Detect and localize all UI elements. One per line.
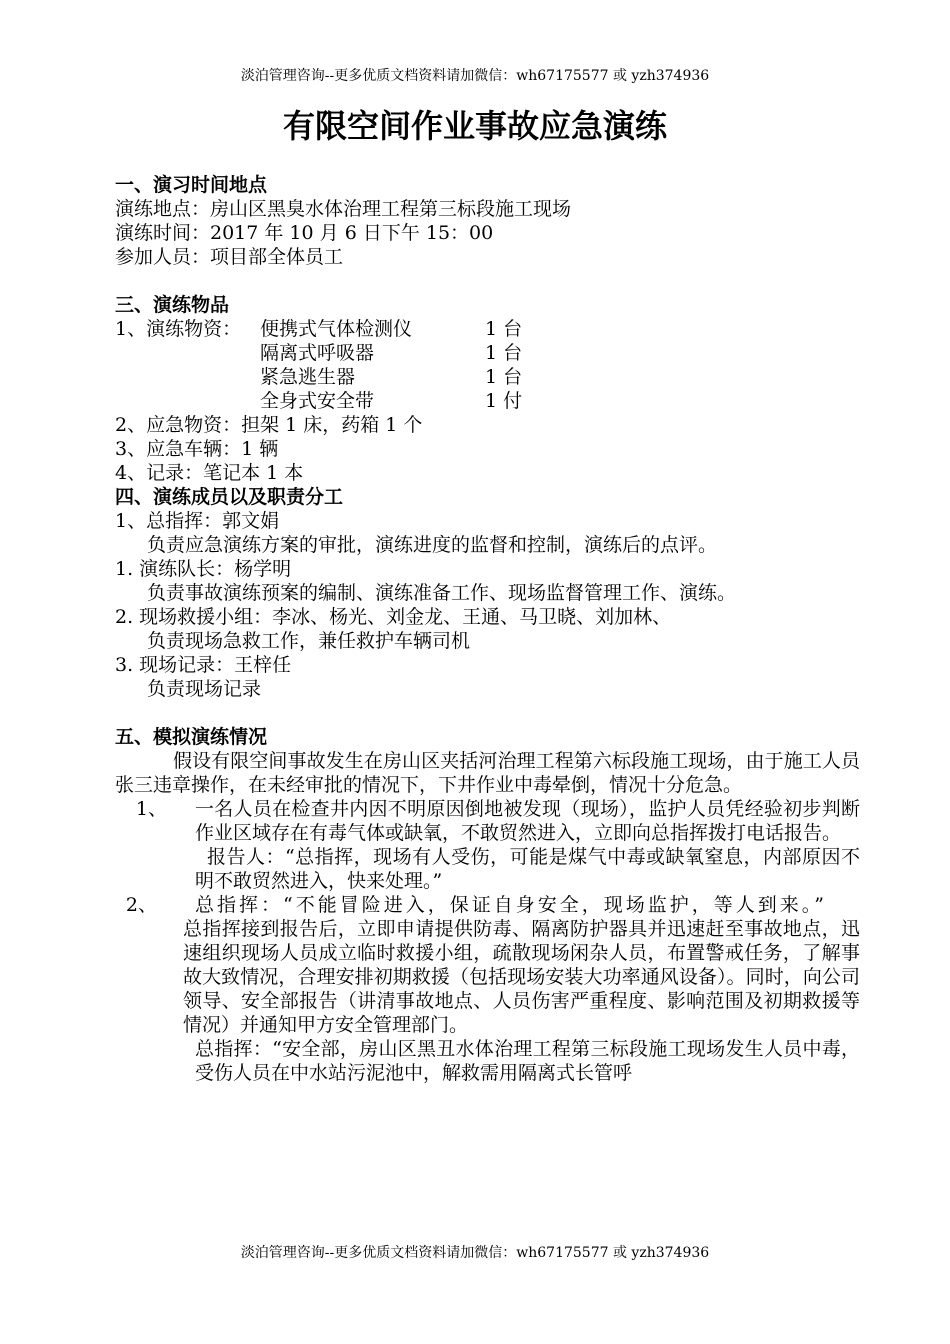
material-row — [115, 365, 860, 389]
material-row — [115, 317, 860, 341]
member-duty: 负责现场急救工作，兼任救护车辆司机 — [147, 630, 471, 652]
page-header: 淡泊管理咨询--更多优质文档资料请加微信：wh67175577 或 yzh374936 — [240, 68, 710, 84]
step-1 — [115, 797, 860, 845]
member-title: 3. 现场记录：王梓任 — [115, 654, 292, 676]
drill-location: 演练地点：房山区黑臭水体治理工程第三标段施工现场 — [115, 198, 572, 220]
member-title: 2. 现场救援小组：李冰、杨光、刘金龙、王通、马卫晓、刘加林、 — [115, 606, 672, 628]
scenario-intro: 假设有限空间事故发生在房山区夹括河治理工程第六标段施工现场，由于施工人员张三违章操作，在未经审批的情况下，下井作业中毒晕倒，情况十分危急。 — [115, 750, 860, 796]
emergency-vehicles: 3、应急车辆：1 辆 — [115, 438, 279, 460]
material-name: 全身式安全带 — [260, 390, 375, 412]
material-qty: 1 台 — [485, 318, 523, 340]
section-heading-time-place: 一、演习时间地点 — [115, 174, 268, 196]
document-title: 有限空间作业事故应急演练 — [282, 107, 667, 145]
section-heading-members: 四、演练成员以及职责分工 — [115, 486, 344, 508]
member-duty: 负责应急演练方案的审批，演练进度的监督和控制，演练后的点评。 — [147, 534, 718, 556]
step-text: 总指挥：“不能冒险进入，保证自身安全，现场监护，等人到来。” — [195, 894, 827, 916]
material-qty: 1 付 — [485, 390, 523, 412]
material-name: 紧急逃生器 — [260, 366, 356, 388]
material-qty: 1 台 — [485, 342, 523, 364]
spacer — [115, 701, 860, 725]
step-2 — [115, 893, 860, 917]
section-heading-materials: 三、演练物品 — [115, 294, 230, 316]
commander-action: 总指挥接到报告后，立即申请提供防毒、隔离防护器具并迅速赶至事故地点，迅速组织现场人员成立临时救援小组，疏散现场闲杂人员，布置警戒任务，了解事故大致情况，合理安排初期救援（包括现场安装大功率通风设备）。同时，向公司领导、安全部报告（讲清事故地点、人员伤害严重程度、影响范围及初期救援等情况）并通知甲方安全管理部门。 — [183, 918, 860, 1036]
record-supplies: 4、记录：笔记本 1 本 — [115, 462, 304, 484]
document-body — [115, 173, 860, 1085]
member-title: 1、总指挥：郭文娟 — [115, 510, 280, 532]
member-duty: 负责现场记录 — [147, 678, 262, 700]
emergency-supplies: 2、应急物资：担架 1 床，药箱 1 个 — [115, 414, 423, 436]
section-heading-simulation: 五、模拟演练情况 — [115, 726, 268, 748]
drill-time: 演练时间：2017 年 10 月 6 日下午 15：00 — [115, 222, 494, 244]
spacer — [115, 269, 860, 293]
step-number: 2、 — [125, 894, 157, 916]
material-row — [115, 341, 860, 365]
material-qty: 1 台 — [485, 366, 523, 388]
report-quote: 报告人：“总指挥，现场有人受伤，可能是煤气中毒或缺氧窒息，内部原因不明不敢贸然进入，快来处理。” — [195, 846, 860, 892]
material-name: 隔离式呼吸器 — [260, 342, 375, 364]
step-number: 1、 — [135, 798, 167, 820]
page-footer: 淡泊管理咨询--更多优质文档资料请加微信：wh67175577 或 yzh374936 — [240, 1245, 710, 1261]
material-name: 便携式气体检测仪 — [260, 318, 413, 340]
materials-label: 1、演练物资： — [115, 318, 242, 340]
step-text: 一名人员在检查井内因不明原因倒地被发现（现场），监护人员凭经验初步判断作业区域存在有毒气体或缺氧，不敢贸然进入，立即向总指挥拨打电话报告。 — [195, 798, 860, 844]
member-title: 1. 演练队长：杨学明 — [115, 558, 292, 580]
commander-call: 总指挥：“安全部，房山区黑丑水体治理工程第三标段施工现场发生人员中毒，受伤人员在中水站污泥池中，解救需用隔离式长管呼 — [195, 1038, 860, 1084]
member-duty: 负责事故演练预案的编制、演练准备工作、现场监督管理工作、演练。 — [147, 582, 737, 604]
participants: 参加人员：项目部全体员工 — [115, 246, 344, 268]
material-row — [115, 389, 860, 413]
